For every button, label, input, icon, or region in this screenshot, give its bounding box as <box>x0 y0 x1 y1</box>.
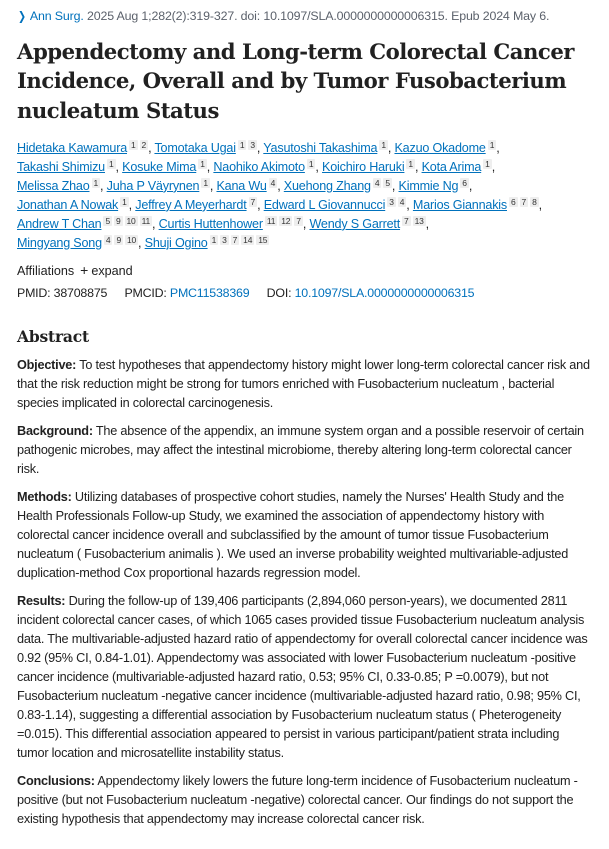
author-link[interactable]: Tomotaka Ugai <box>154 140 236 155</box>
author-line <box>17 196 593 215</box>
author-link[interactable]: Hidetaka Kawamura <box>17 140 127 155</box>
abstract-objective <box>17 356 593 413</box>
section-label: Methods: <box>17 489 72 504</box>
citation-line <box>17 8 593 24</box>
author-line <box>17 158 593 177</box>
affiliation-marker[interactable]: 7 <box>404 215 409 226</box>
affiliation-marker[interactable]: 11 <box>266 215 276 226</box>
section-label: Results: <box>17 593 66 608</box>
author-link[interactable]: Kimmie Ng <box>398 178 459 193</box>
expand-affiliations-button[interactable]: expand <box>91 263 133 278</box>
author-link[interactable]: Kota Arima <box>421 159 482 174</box>
affiliation-marker[interactable]: 1 <box>408 158 413 169</box>
affiliation-marker[interactable]: 1 <box>200 158 205 169</box>
author-link[interactable]: Wendy S Garrett <box>309 216 401 231</box>
section-text: Appendectomy likely lowers the future long-term incidence of Fusobacterium nucleatum -positive (but not Fusobacterium nucleatum -negative) colorectal cancer. Our findings do not support the existing hypothesis that appendectomy may increase colorectal cancer risk. <box>17 773 578 826</box>
author-link[interactable]: Jeffrey A Meyerhardt <box>135 197 247 212</box>
affiliation-marker[interactable]: 7 <box>296 215 301 226</box>
affiliation-marker[interactable]: 5 <box>105 215 110 226</box>
separator: , <box>406 197 413 212</box>
affiliations-label: Affiliations <box>17 263 75 278</box>
separator: , <box>152 216 159 231</box>
author-line <box>17 177 593 196</box>
separator: , <box>100 178 107 193</box>
separator: , <box>206 159 214 174</box>
author-link[interactable]: Mingyang Song <box>17 235 102 250</box>
author-link[interactable]: Jonathan A Nowak <box>17 197 119 212</box>
citation-details: 2025 Aug 1;282(2):319-327. doi: 10.1097/SLA.0000000000006315. Epub 2024 May 6. <box>83 9 550 23</box>
separator: , <box>138 235 145 250</box>
author-link[interactable]: Koichiro Haruki <box>322 159 405 174</box>
separator: , <box>209 178 217 193</box>
author-line <box>17 215 593 234</box>
author-link[interactable]: Yasutoshi Takashima <box>263 140 378 155</box>
affiliation-marker[interactable]: 5 <box>385 177 390 188</box>
doi-link[interactable]: 10.1097/SLA.0000000000006315 <box>294 285 475 300</box>
author-link[interactable]: Andrew T Chan <box>17 216 102 231</box>
affiliation-marker[interactable]: 9 <box>116 234 121 245</box>
affiliation-marker[interactable]: 1 <box>211 234 217 245</box>
abstract-body <box>17 356 593 829</box>
affiliation-marker[interactable]: 7 <box>521 196 527 207</box>
affiliation-marker[interactable]: 6 <box>511 196 516 207</box>
author-link[interactable]: Takashi Shimizu <box>17 159 105 174</box>
affiliation-marker[interactable]: 1 <box>109 158 114 169</box>
affiliation-marker[interactable]: 1 <box>131 139 136 150</box>
doi-label: DOI: <box>266 285 292 300</box>
affiliation-marker[interactable]: 3 <box>222 234 227 245</box>
affiliation-marker[interactable]: 3 <box>250 139 255 150</box>
section-label: Objective: <box>17 357 77 372</box>
pmcid-label: PMCID: <box>124 285 167 300</box>
identifiers-row <box>17 284 593 302</box>
author-line <box>17 139 593 158</box>
affiliation-marker[interactable]: 8 <box>532 196 537 207</box>
author-link[interactable]: Kazuo Okadome <box>394 140 486 155</box>
affiliation-marker[interactable]: 7 <box>232 234 238 245</box>
author-link[interactable]: Naohiko Akimoto <box>213 159 305 174</box>
section-label: Background: <box>17 423 93 438</box>
section-text: The absence of the appendix, an immune system organ and a possible reservoir of certain pathogenic microbes, may affect the intestinal microbiome, thereby altering long-term colorectal cancer risk. <box>17 423 584 476</box>
author-link[interactable]: Kana Wu <box>216 178 267 193</box>
section-label: Conclusions: <box>17 773 95 788</box>
author-link[interactable]: Kosuke Mima <box>122 159 197 174</box>
author-link[interactable]: Curtis Huttenhower <box>158 216 263 231</box>
affiliation-marker[interactable]: 4 <box>374 177 380 188</box>
affiliation-marker[interactable]: 4 <box>270 177 276 188</box>
plus-icon[interactable]: + <box>80 261 89 278</box>
pmcid-link[interactable]: PMC11538369 <box>169 285 250 300</box>
affiliation-marker[interactable]: 10 <box>126 215 136 226</box>
chevron-right-icon[interactable]: ❯ <box>17 9 26 23</box>
author-link[interactable]: Marios Giannakis <box>412 197 507 212</box>
section-text: Utilizing databases of prospective cohort studies, namely the Nurses' Health Study and the Health Professionals Follow-up Study, we examined the association of appendectomy history with colorectal cancer incidence overall and subclassified by the amount of tumor tissue Fusobacterium nucleatum ( Fusobacterium animalis ). We used an inverse probability weighted multivariable-adjusted duplication-method Cox proportional hazards regression model. <box>17 489 569 580</box>
affiliation-marker[interactable]: 4 <box>399 196 405 207</box>
separator: , <box>257 197 264 212</box>
separator: , <box>115 159 123 174</box>
affiliation-marker[interactable]: 7 <box>250 196 256 207</box>
author-link[interactable]: Xuehong Zhang <box>283 178 371 193</box>
affiliation-marker[interactable]: 1 <box>489 139 495 150</box>
author-link[interactable]: Edward L Giovannucci <box>263 197 386 212</box>
affiliation-marker[interactable]: 6 <box>462 177 467 188</box>
separator: , <box>128 197 136 212</box>
affiliation-marker[interactable]: 10 <box>126 234 137 245</box>
affiliation-marker[interactable]: 11 <box>141 215 151 226</box>
separator: , <box>387 140 395 155</box>
affiliation-marker[interactable]: 3 <box>389 196 394 207</box>
affiliation-marker[interactable]: 1 <box>93 177 99 188</box>
affiliation-marker[interactable]: 15 <box>258 234 268 245</box>
affiliation-marker[interactable]: 1 <box>122 196 127 207</box>
separator: , <box>425 216 429 231</box>
separator: , <box>491 159 496 174</box>
affiliation-marker[interactable]: 13 <box>414 215 424 226</box>
separator: , <box>414 159 422 174</box>
author-link[interactable]: Shuji Ogino <box>144 235 208 250</box>
section-text: During the follow-up of 139,406 participants (2,894,060 person-years), we documented 2811 incident colorectal cancer cases, of which 1065 cases provided tissue Fusobacterium nucleatum analysis data. The multivariable-adjusted hazard ratio of appendectomy for overall colorectal cancer incidence was 0.92 (95% CI, 0.84-1.01). Appendectomy was associated with lower Fusobacterium nucleatum -positive cancer incidence (multivariable-adjusted hazard ratio, 0.53; 95% CI, 0.33-0.85; P =0.0079), but not Fusobacterium nucleatum -negative cancer incidence (multivariable-adjusted hazard ratio, 0.98; 95% CI, 0.83-1.14), suggesting a differential association by Fusobacterium nucleatum status ( Pheterogeneity =0.015). This differential association appeared to persist in various participant/patient strata including tumor location and microsatellite instability status. <box>17 593 588 760</box>
abstract-conclusions <box>17 772 593 829</box>
affiliation-marker[interactable]: 1 <box>203 177 208 188</box>
separator: , <box>391 178 399 193</box>
article-title: Appendectomy and Long-term Colorectal Cancer Incidence, Overall and by Tumor Fusobacterium nucleatum Status <box>17 39 574 123</box>
affiliation-marker[interactable]: 1 <box>308 158 314 169</box>
abstract-heading: Abstract <box>17 326 89 346</box>
separator: , <box>302 216 310 231</box>
abstract-background <box>17 422 593 479</box>
separator: , <box>468 178 473 193</box>
author-link[interactable]: Melissa Zhao <box>17 178 90 193</box>
separator: , <box>496 140 500 155</box>
author-list <box>17 139 593 253</box>
affiliations-row <box>17 261 593 280</box>
affiliation-marker[interactable]: 12 <box>281 215 291 226</box>
separator: , <box>148 140 155 155</box>
abstract-methods <box>17 488 593 583</box>
pmid-label: PMID: <box>17 285 51 300</box>
separator: , <box>538 197 542 212</box>
pmid-value: 38708875 <box>53 285 108 300</box>
affiliation-marker[interactable]: 2 <box>141 139 147 150</box>
affiliation-marker[interactable]: 1 <box>381 139 386 150</box>
journal-link[interactable]: Ann Surg. <box>29 9 84 23</box>
separator: , <box>315 159 323 174</box>
affiliation-marker[interactable]: 14 <box>243 234 253 245</box>
separator: , <box>277 178 284 193</box>
section-text: To test hypotheses that appendectomy history might lower long-term colorectal cancer risk and that the risk reduction might be strong for tumors enriched with Fusobacterium nucleatum , bacterial species implicated in colorectal carcinogenesis. <box>17 357 590 410</box>
affiliation-marker[interactable]: 9 <box>115 215 121 226</box>
author-link[interactable]: Juha P Väyrynen <box>106 178 200 193</box>
affiliation-marker[interactable]: 1 <box>485 158 490 169</box>
affiliation-marker[interactable]: 4 <box>105 234 111 245</box>
author-line <box>17 234 593 253</box>
affiliation-marker[interactable]: 1 <box>239 139 245 150</box>
abstract-results <box>17 592 593 763</box>
separator: , <box>256 140 264 155</box>
